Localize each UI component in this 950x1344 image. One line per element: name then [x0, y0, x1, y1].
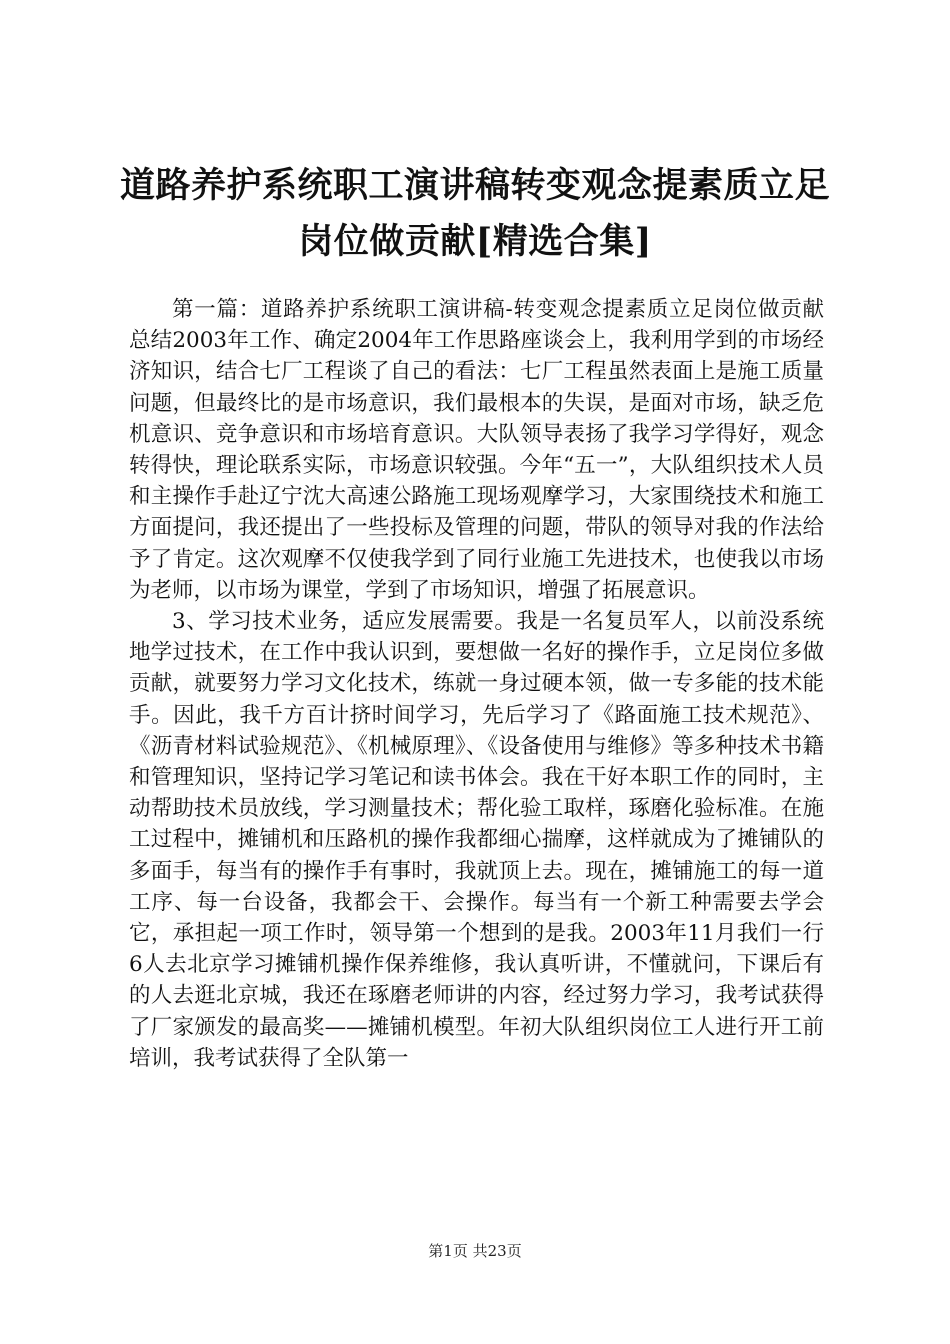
paragraph-1: 第一篇：道路养护系统职工演讲稿-转变观念提素质立足岗位做贡献总结2003年工作、确定2004年工作思路座谈会上，我利用学到的市场经济知识，结合七厂工程谈了自己的看法：七厂工程虽然表面上是施工质量问题，但最终比的是市场意识，我们最根本的失误，是面对市场，缺乏危机意识、竞争意识和市场培育意识。大队领导表扬了我学习学得好，观念转得快，理论联系实际，市场意识较强。今年“五一”，大队组织技术人员和主操作手赴辽宁沈大高速公路施工现场观摩学习，大家围绕技术和施工方面提问，我还提出了一些投标及管理的问题，带队的领导对我的作法给予了肯定。这次观摩不仅使我学到了同行业施工先进技术，也使我以市场为老师，以市场为课堂，学到了市场知识，增强了拓展意识。 [129, 297, 824, 603]
document-title [100, 158, 850, 270]
paragraph-2: 3、学习技术业务，适应发展需要。我是一名复员军人，以前没系统地学过技术，在工作中我认识到，要想做一名好的操作手，立足岗位多做贡献，就要努力学习文化技术，练就一身过硬本领，做一专多能的技术能手。因此，我千方百计挤时间学习，先后学习了《路面施工技术规范》、《沥青材料试验规范》、《机械原理》、《设备使用与维修》等多种技术书籍和管理知识，坚持记学习笔记和读书体会。我在干好本职工作的同时，主动帮助技术员放线，学习测量技术；帮化验工取样，琢磨化验标准。在施工过程中，摊铺机和压路机的操作我都细心揣摩，这样就成为了摊铺队的多面手，每当有的操作手有事时，我就顶上去。现在，摊铺施工的每一道工序、每一台设备，我都会干、会操作。每当有一个新工种需要去学会它，承担起一项工作时，领导第一个想到的是我。2003年11月我们一行6人去北京学习摊铺机操作保养维修，我认真听讲，不懂就问，下课后有的人去逛北京城，我还在琢磨老师讲的内容，经过努力学习，我考试获得了厂家颁发的最高奖——摊铺机模型。年初大队组织岗位工人进行开工前培训，我考试获得了全队第一 [129, 609, 824, 1071]
title-line-2: 岗位做贡献[精选合集] [298, 221, 652, 262]
document-body [129, 294, 824, 1074]
page-footer: 第1页 共23页 [428, 1242, 522, 1260]
title-line-1: 道路养护系统职工演讲稿转变观念提素质立足 [119, 165, 830, 206]
